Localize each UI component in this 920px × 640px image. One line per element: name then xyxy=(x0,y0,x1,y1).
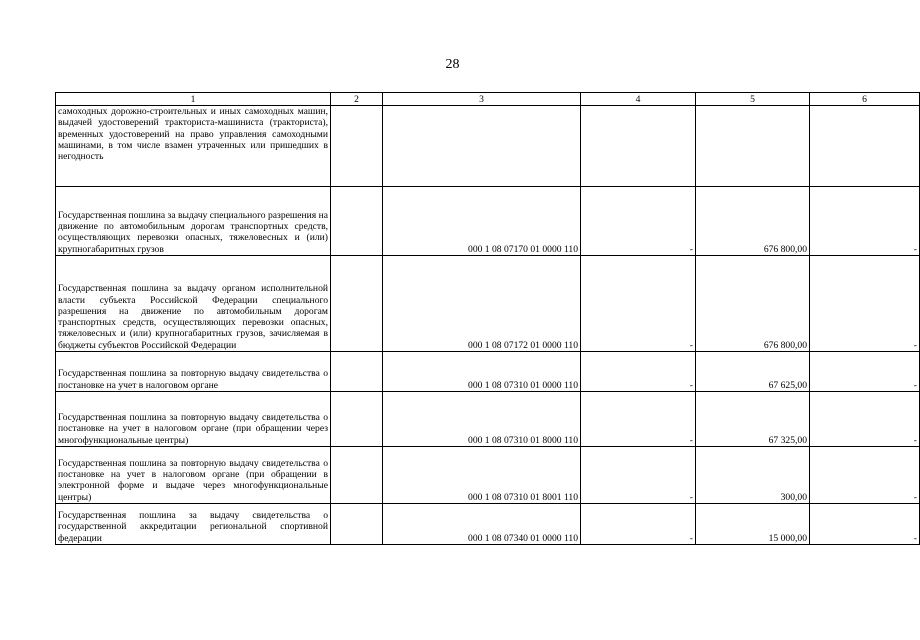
cell-col4: - xyxy=(581,187,696,256)
cell-col6: - xyxy=(810,256,920,352)
column-header: 5 xyxy=(696,93,810,106)
table-row xyxy=(56,504,920,545)
revenue-description: Государственная пошлина за повторную выдачу свидетельства о постановке на учет в налоговом органе xyxy=(56,352,331,392)
cell-col6: - xyxy=(810,392,920,447)
cell-col4: - xyxy=(581,352,696,392)
amount-cell: 300,00 xyxy=(696,447,810,504)
cell-col4: - xyxy=(581,256,696,352)
budget-classification-code: 000 1 08 07172 01 0000 110 xyxy=(383,256,581,352)
cell-col2 xyxy=(331,187,383,256)
cell-col4 xyxy=(581,106,696,187)
budget-revenue-table xyxy=(55,92,920,545)
budget-classification-code: 000 1 08 07170 01 0000 110 xyxy=(383,187,581,256)
table-row xyxy=(56,447,920,504)
column-header: 2 xyxy=(331,93,383,106)
table-row xyxy=(56,256,920,352)
table-row xyxy=(56,352,920,392)
table-header-row xyxy=(56,93,920,106)
amount-cell xyxy=(696,106,810,187)
page-number: 28 xyxy=(445,57,460,72)
budget-classification-code: 000 1 08 07310 01 8000 110 xyxy=(383,392,581,447)
table-row xyxy=(56,106,920,187)
revenue-description: Государственная пошлина за выдачу свидетельства о государственной аккредитации региональной спортивной федерации xyxy=(56,504,331,545)
cell-col6 xyxy=(810,106,920,187)
revenue-description: Государственная пошлина за повторную выдачу свидетельства о постановке на учет в налоговом органе (при обращении через многофункциональные центры) xyxy=(56,392,331,447)
amount-cell: 15 000,00 xyxy=(696,504,810,545)
cell-col4: - xyxy=(581,504,696,545)
cell-col6: - xyxy=(810,187,920,256)
cell-col2 xyxy=(331,106,383,187)
amount-cell: 67 325,00 xyxy=(696,392,810,447)
table-row xyxy=(56,392,920,447)
cell-col2 xyxy=(331,392,383,447)
amount-cell: 676 800,00 xyxy=(696,256,810,352)
budget-classification-code: 000 1 08 07340 01 0000 110 xyxy=(383,504,581,545)
revenue-description: Государственная пошлина за выдачу органом исполнительной власти субъекта Российской Федерации специального разрешения на движение по автомобильным дорогам транспортных средств, осуществляющих перевозки опасных, тяжеловесных и (или) крупногабаритных грузов, зачисляемая в бюджеты субъектов Российской Федерации xyxy=(56,256,331,352)
amount-cell: 67 625,00 xyxy=(696,352,810,392)
cell-col6: - xyxy=(810,352,920,392)
revenue-description: самоходных дорожно-строительных и иных самоходных машин, выдачей удостоверений тракториста-машиниста (тракториста), временных удостоверений на право управления самоходными машинами, в том числе взамен утраченных или пришедших в негодность xyxy=(56,106,331,187)
column-header: 1 xyxy=(56,93,331,106)
table-row xyxy=(56,187,920,256)
cell-col4: - xyxy=(581,447,696,504)
column-header: 6 xyxy=(810,93,920,106)
revenue-description: Государственная пошлина за выдачу специального разрешения на движение по автомобильным дорогам транспортных средств, осуществляющих перевозки опасных, тяжеловесных и (или) крупногабаритных грузов xyxy=(56,187,331,256)
cell-col2 xyxy=(331,256,383,352)
cell-col2 xyxy=(331,447,383,504)
cell-col2 xyxy=(331,504,383,545)
budget-classification-code xyxy=(383,106,581,187)
column-header: 3 xyxy=(383,93,581,106)
cell-col6: - xyxy=(810,447,920,504)
cell-col6: - xyxy=(810,504,920,545)
revenue-description: Государственная пошлина за повторную выдачу свидетельства о постановке на учет в налоговом органе (при обращении в электронной форме и выдаче через многофункциональные центры) xyxy=(56,447,331,504)
amount-cell: 676 800,00 xyxy=(696,187,810,256)
cell-col2 xyxy=(331,352,383,392)
budget-classification-code: 000 1 08 07310 01 0000 110 xyxy=(383,352,581,392)
budget-classification-code: 000 1 08 07310 01 8001 110 xyxy=(383,447,581,504)
cell-col4: - xyxy=(581,392,696,447)
column-header: 4 xyxy=(581,93,696,106)
